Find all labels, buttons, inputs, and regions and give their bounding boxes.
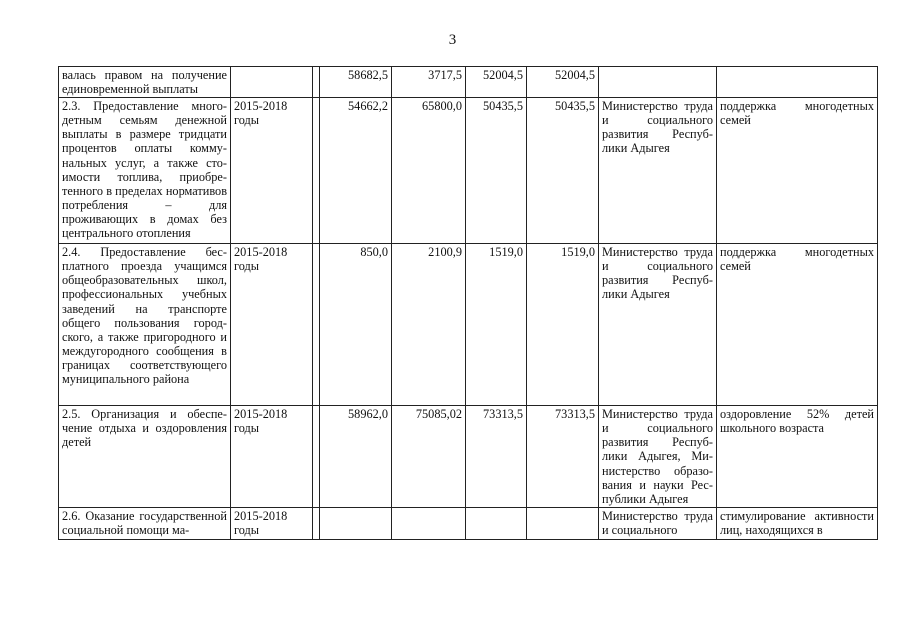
executor-cell: Министерство труда и социального развития Республики Адыгея, Министерство образования и науки Республики Адыгея <box>599 406 717 508</box>
amount-cell: 54662,2 <box>320 98 392 244</box>
executor-cell <box>599 67 717 98</box>
measure-description: 2.4. Предоставление бесплатного проезда учащимся общеобразовательных школ, профессиональных учебных заведений на транспорте общего пользования городского, а также пригородного и междугородного сообщения в границах соответствующего муниципального района <box>59 244 231 406</box>
result-cell: поддержка многодетных семей <box>717 98 878 244</box>
amount-cell: 1519,0 <box>466 244 527 406</box>
period-cell: 2015-2018 годы <box>231 406 313 508</box>
amount-cell <box>313 508 320 540</box>
amount-cell: 58962,0 <box>320 406 392 508</box>
amount-cell: 58682,5 <box>320 67 392 98</box>
amount-cell: 52004,5 <box>527 67 599 98</box>
executor-cell: Министерство труда и социального <box>599 508 717 540</box>
amount-cell: 2100,9 <box>392 244 466 406</box>
measure-description: 2.6. Оказание государственной социальной помощи ма- <box>59 508 231 540</box>
period-cell: 2015-2018 годы <box>231 508 313 540</box>
amount-cell: 3717,5 <box>392 67 466 98</box>
amount-cell <box>313 244 320 406</box>
period-cell: 2015-2018 годы <box>231 98 313 244</box>
period-cell: 2015-2018 годы <box>231 244 313 406</box>
amount-cell <box>320 508 392 540</box>
amount-cell: 65800,0 <box>392 98 466 244</box>
amount-cell: 52004,5 <box>466 67 527 98</box>
amount-cell <box>313 98 320 244</box>
result-cell: оздоровление 52% детей школьного возраста <box>717 406 878 508</box>
table-row <box>59 67 878 98</box>
amount-cell <box>527 508 599 540</box>
amount-cell: 50435,5 <box>527 98 599 244</box>
table-row <box>59 406 878 508</box>
amount-cell: 1519,0 <box>527 244 599 406</box>
table-row <box>59 244 878 406</box>
result-cell <box>717 67 878 98</box>
measure-description: 2.5. Организация и обеспечение отдыха и оздоровления детей <box>59 406 231 508</box>
program-table <box>58 66 878 540</box>
amount-cell: 850,0 <box>320 244 392 406</box>
amount-cell <box>466 508 527 540</box>
executor-cell: Министерство труда и социального развития Республики Адыгея <box>599 244 717 406</box>
amount-cell <box>392 508 466 540</box>
amount-cell <box>313 406 320 508</box>
table-row <box>59 508 878 540</box>
amount-cell: 73313,5 <box>527 406 599 508</box>
table-row <box>59 98 878 244</box>
result-cell: поддержка многодетных семей <box>717 244 878 406</box>
amount-cell: 75085,02 <box>392 406 466 508</box>
page-number: 3 <box>448 32 457 48</box>
measure-description: валась правом на получение единовременной выплаты <box>59 67 231 98</box>
amount-cell: 73313,5 <box>466 406 527 508</box>
result-cell: стимулирование активности лиц, находящихся в <box>717 508 878 540</box>
amount-cell <box>313 67 320 98</box>
executor-cell: Министерство труда и социального развития Республики Адыгея <box>599 98 717 244</box>
amount-cell: 50435,5 <box>466 98 527 244</box>
period-cell <box>231 67 313 98</box>
measure-description: 2.3. Предоставление многодетным семьям денежной выплаты в размере тридцати процентов оплаты коммунальных услуг, а также стоимости топлива, приобретенного в пределах нормативов потребления – для проживающих в домах без центрального отопления <box>59 98 231 244</box>
